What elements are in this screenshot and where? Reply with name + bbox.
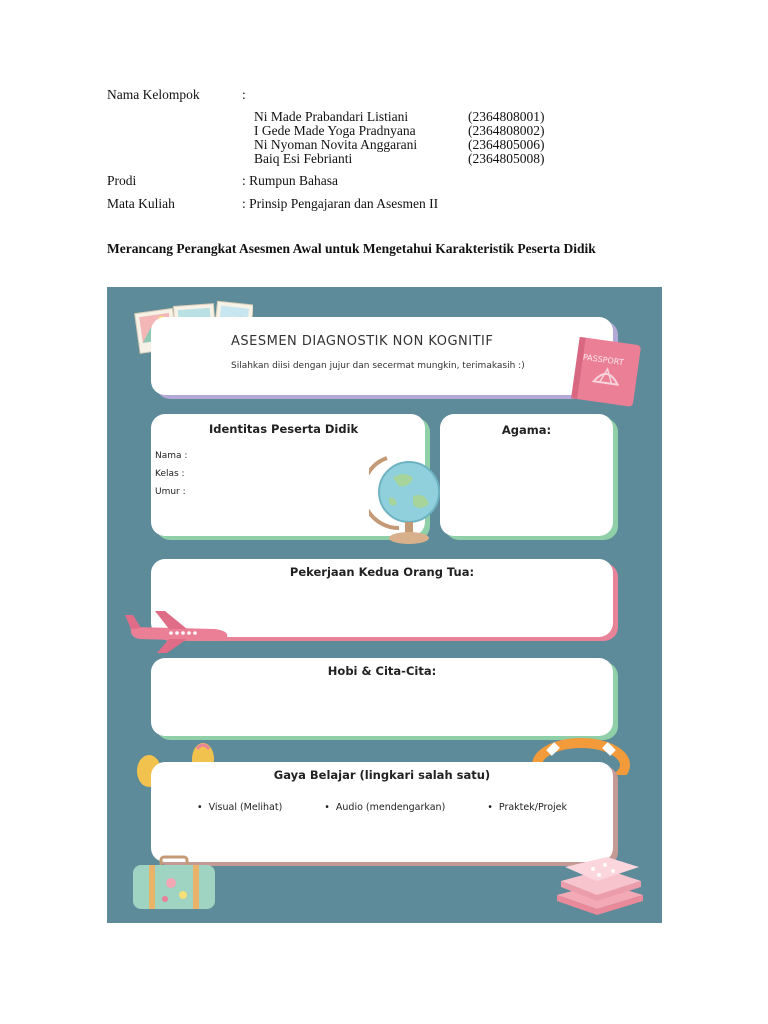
religion-title: Agama: xyxy=(501,423,552,437)
course-label: Mata Kuliah xyxy=(107,196,175,211)
prodi-label: Prodi xyxy=(107,173,137,188)
religion-card xyxy=(440,414,613,536)
airplane-icon xyxy=(125,609,233,655)
poster-subtitle: Silahkan diisi dengan jujur dan secermat mungkin, terimakasih :) xyxy=(231,361,525,371)
course-value: : Prinsip Pengajaran dan Asesmen II xyxy=(242,196,439,211)
globe-icon xyxy=(369,452,445,548)
passport-icon xyxy=(567,337,647,409)
passport-label: PASSPORT xyxy=(582,352,625,368)
document-title: Merancang Perangkat Asesmen Awal untuk Mengetahui Karakteristik Peserta Didik xyxy=(107,241,596,256)
option-visual: • Visual (Melihat) xyxy=(197,802,282,813)
group-label: Nama Kelompok xyxy=(107,87,200,102)
class-field: Kelas : xyxy=(155,469,185,479)
assessment-poster xyxy=(107,287,662,923)
member-name: Baiq Esi Febrianti xyxy=(254,151,353,166)
learning-style-title: Gaya Belajar (lingkari salah satu) xyxy=(273,768,491,782)
prodi-value: : Rumpun Bahasa xyxy=(242,173,338,188)
title-card xyxy=(151,317,613,395)
hobby-card xyxy=(151,658,613,736)
poster-title: ASESMEN DIAGNOSTIK NON KOGNITIF xyxy=(231,334,494,349)
member-name: Ni Made Prabandari Listiani xyxy=(254,109,409,124)
towels-icon xyxy=(553,855,649,915)
hobby-title: Hobi & Cita-Cita: xyxy=(327,664,437,678)
group-colon: : xyxy=(242,87,246,102)
member-id: (2364808001) xyxy=(468,109,545,124)
age-field: Umur : xyxy=(155,487,186,497)
option-audio: • Audio (mendengarkan) xyxy=(324,802,445,813)
learning-style-options xyxy=(151,802,613,813)
member-name: Ni Nyoman Novita Anggarani xyxy=(254,137,418,152)
name-field: Nama : xyxy=(155,451,188,461)
option-practice: • Praktek/Projek xyxy=(487,802,567,813)
member-name: I Gede Made Yoga Pradnyana xyxy=(254,123,416,138)
member-id: (2364805006) xyxy=(468,137,545,152)
member-id: (2364808002) xyxy=(468,123,545,138)
suitcase-icon xyxy=(131,855,219,911)
parents-occupation-title: Pekerjaan Kedua Orang Tua: xyxy=(289,565,475,579)
learning-style-card xyxy=(151,762,613,862)
identity-title: Identitas Peserta Didik xyxy=(209,422,359,436)
member-id: (2364805008) xyxy=(468,151,545,166)
